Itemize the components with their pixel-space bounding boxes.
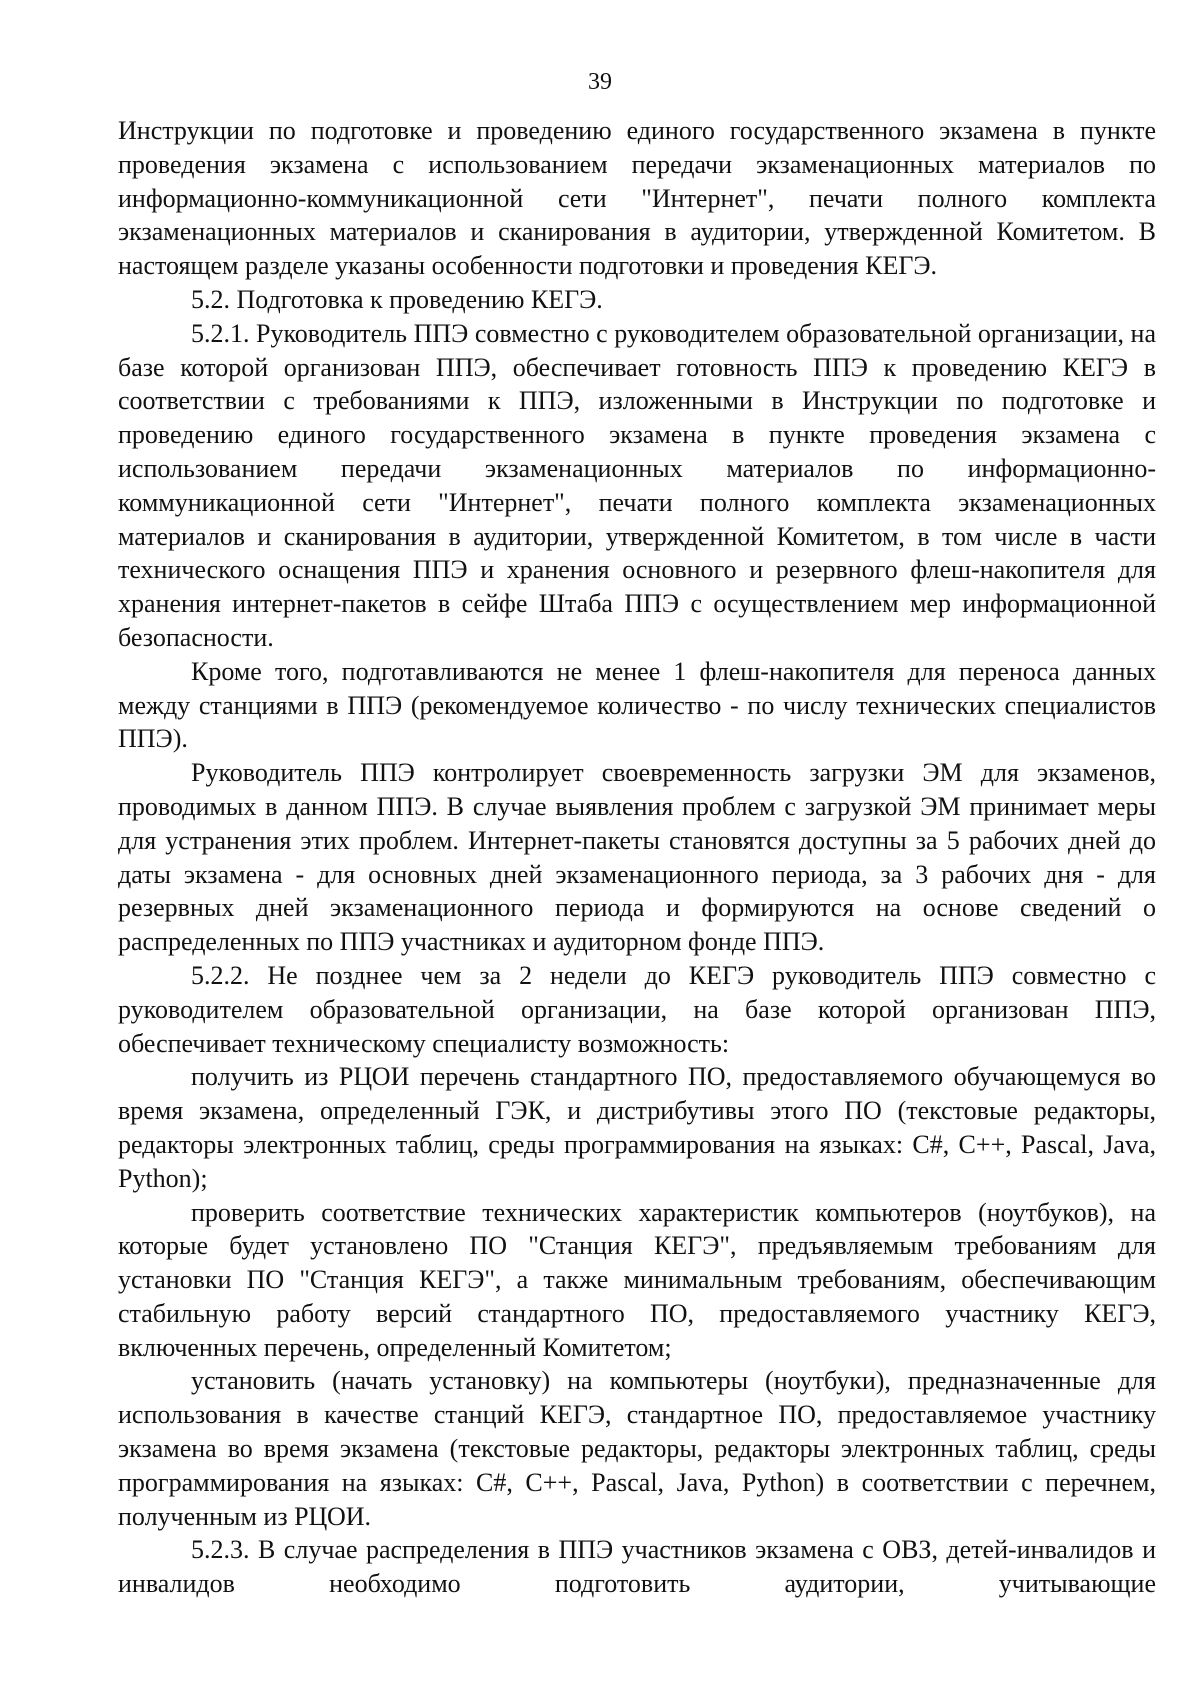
list-item-install-software: установить (начать установку) на компьютеры (ноутбуки), предназначенные для использования в качестве станций КЕГЭ, стандартное ПО, предоставляемое участнику экзамена во время экзамена (текстовые редакторы, редакторы электронных таблиц, среды программирования на языках: C#, C++, Pascal, Java, Python) в соответствии с перечнем, полученным из РЦОИ. [118, 1366, 1156, 1531]
page-number: 39 [588, 69, 612, 95]
document-body [118, 114, 1156, 1601]
paragraph-em-loading: Руководитель ППЭ контролирует своевременность загрузки ЭМ для экзаменов, проводимых в данном ППЭ. В случае выявления проблем с загрузкой ЭМ принимает меры для устранения этих проблем. Интернет-пакеты становятся доступны за 5 рабочих дней до даты экзамена - для основных дней экзаменационного периода, за 3 рабочих дня - для резервных дней экзаменационного периода и формируются на основе сведений о распределенных по ППЭ участниках и аудиторном фонде ППЭ. [118, 758, 1156, 957]
list-item-check-hardware: проверить соответствие технических характеристик компьютеров (ноутбуков), на которые будет установлено ПО "Станция КЕГЭ", предъявляемым требованиям для установки ПО "Станция КЕГЭ", а также минимальным требованиям, обеспечивающим стабильную работу версий стандартного ПО, предоставляемого участнику КЕГЭ, включенных перечень, определенный Комитетом; [118, 1197, 1156, 1362]
paragraph-5-2-2: 5.2.2. Не позднее чем за 2 недели до КЕГЭ руководитель ППЭ совместно с руководителем образовательной организации, на базе которой организован ППЭ, обеспечивает техническому специалисту возможность: [118, 960, 1156, 1058]
section-heading-5-2: 5.2. Подготовка к проведению КЕГЭ. [191, 284, 603, 314]
paragraph-intro-continuation: Инструкции по подготовке и проведению единого государственного экзамена в пункте проведения экзамена с использованием передачи экзаменационных материалов по информационно-коммуникационной сети "Интернет", печати полного комплекта экзаменационных материалов и сканирования в аудитории, утвержденной Комитетом. В настоящем разделе указаны особенности подготовки и проведения КЕГЭ. [118, 116, 1156, 281]
paragraph-flash-drives: Кроме того, подготавливаются не менее 1 флеш-накопителя для переноса данных между станциями в ППЭ (рекомендуемое количество - по числу технических специалистов ППЭ). [118, 656, 1156, 754]
paragraph-5-2-3: 5.2.3. В случае распределения в ППЭ участников экзамена с ОВЗ, детей-инвалидов и инвалидов необходимо подготовить аудитории, учитывающие [118, 1535, 1156, 1599]
list-item-get-software: получить из РЦОИ перечень стандартного ПО, предоставляемого обучающемуся во время экзамена, определенный ГЭК, и дистрибутивы этого ПО (текстовые редакторы, редакторы электронных таблиц, среды программирования на языках: C#, C++, Pascal, Java, Python); [118, 1062, 1156, 1193]
paragraph-5-2-1: 5.2.1. Руководитель ППЭ совместно с руководителем образовательной организации, на базе которой организован ППЭ, обеспечивает готовность ППЭ к проведению КЕГЭ в соответствии с требованиями к ППЭ, изложенными в Инструкции по подготовке и проведению единого государственного экзамена в пункте проведения экзамена с использованием передачи экзаменационных материалов по информационно-коммуникационной сети "Интернет", печати полного комплекта экзаменационных материалов и сканирования в аудитории, утвержденной Комитетом, в том числе в части технического оснащения ППЭ и хранения основного и резервного флеш-накопителя для хранения интернет-пакетов в сейфе Штаба ППЭ с осуществлением мер информационной безопасности. [118, 318, 1156, 652]
